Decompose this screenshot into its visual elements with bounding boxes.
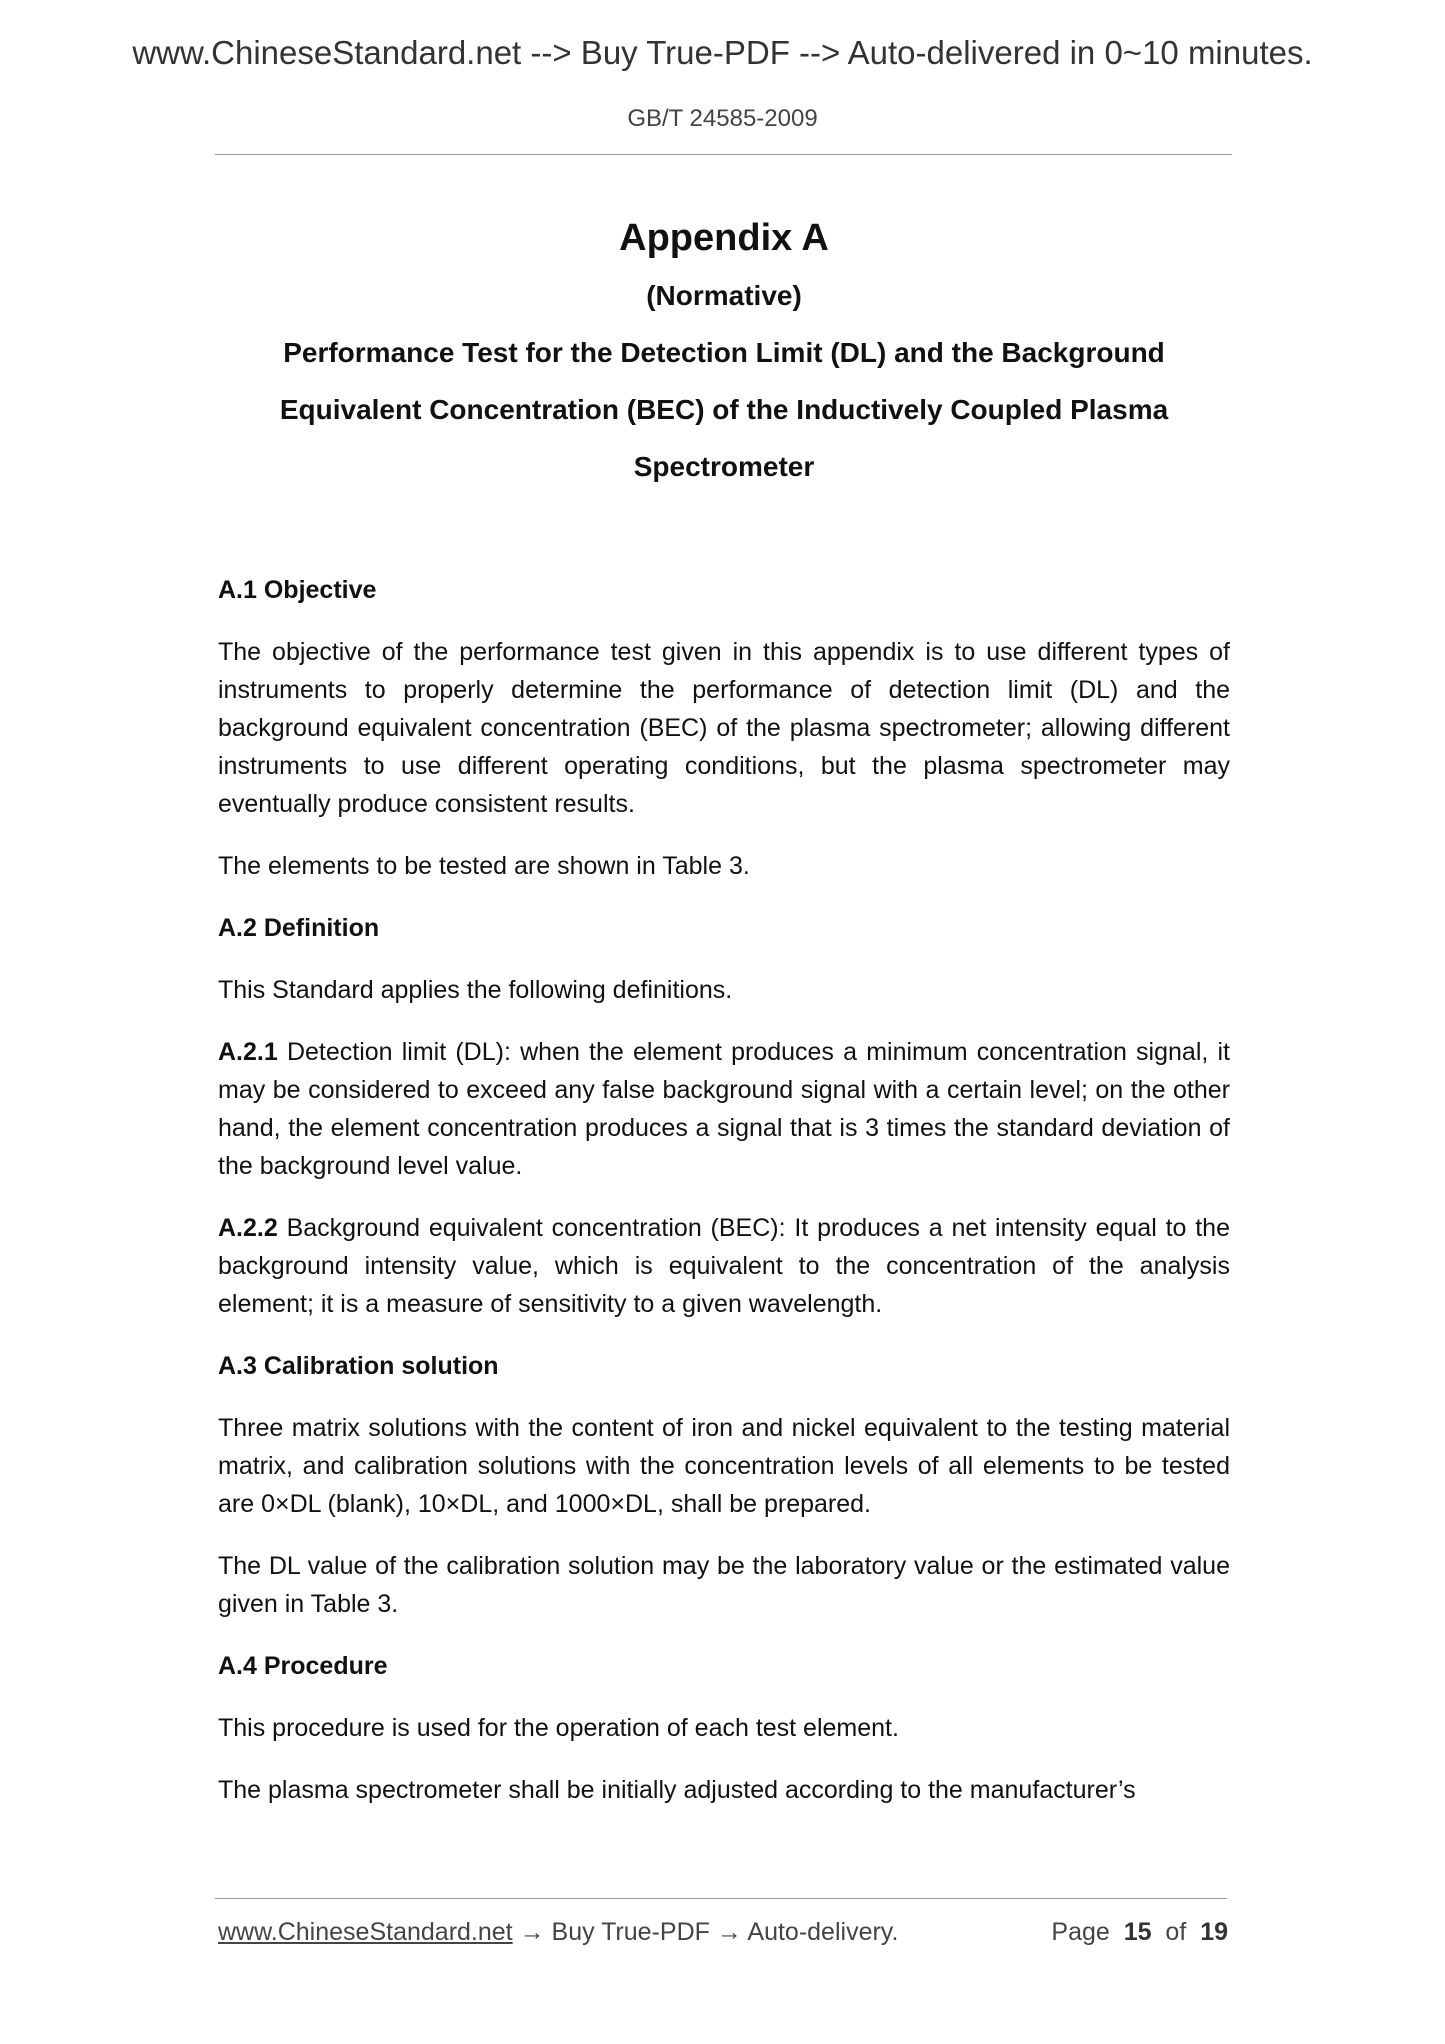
footer-divider [215, 1898, 1227, 1899]
clause-a21 [218, 1033, 1230, 1185]
section-a4-paragraph-2: The plasma spectrometer shall be initially adjusted according to the manufacturer’s [218, 1776, 1136, 1804]
section-a1-heading: A.1 Objective [218, 576, 377, 604]
section-a3-heading: A.3 Calibration solution [218, 1352, 499, 1380]
page-number [1051, 1918, 1228, 1947]
clause-a22 [218, 1209, 1230, 1323]
page-of-label: of [1165, 1918, 1187, 1946]
appendix-heading [218, 324, 1230, 495]
appendix-heading-line-3: Spectrometer [633, 451, 815, 482]
section-a3-paragraph-2: The DL value of the calibration solution may be the laboratory value or the estimated value given in Table 3. [218, 1552, 1230, 1618]
page-label: Page [1051, 1918, 1110, 1946]
page-total: 19 [1200, 1918, 1228, 1946]
section-a2-heading: A.2 Definition [218, 914, 380, 942]
footer-site-link[interactable]: www.ChineseStandard.net [218, 1918, 513, 1946]
page-current: 15 [1123, 1918, 1152, 1946]
appendix-heading-line-2: Equivalent Concentration (BEC) of the Inductively Coupled Plasma [279, 394, 1169, 425]
clause-a21-text: Detection limit (DL): when the element produces a minimum concentration signal, it may be considered to exceed any false background signal with a certain level; on the other hand, the element concentration produces a signal that is 3 times the standard deviation of the background level value. [218, 1038, 1230, 1180]
section-a1-paragraph-2: The elements to be tested are shown in Table 3. [218, 852, 750, 880]
section-a2-paragraph-1: This Standard applies the following definitions. [218, 976, 733, 1004]
section-a1-paragraph-1: The objective of the performance test given in this appendix is to use different types of instruments to properly determine the performance of detection limit (DL) and the background equivalent concentration (BEC) of the plasma spectrometer; allowing different instruments to use different operating conditions, but the plasma spectrometer may eventually produce consistent results. [218, 638, 1230, 818]
page-content [218, 212, 1230, 1809]
appendix-title: Appendix A [619, 217, 829, 259]
clause-a22-label: A.2.2 [218, 1214, 278, 1242]
section-a3-paragraph-1: Three matrix solutions with the content of iron and nickel equivalent to the testing material matrix, and calibration solutions with the concentration levels of all elements to be tested are 0×DL (blank), 10×DL, and 1000×DL, shall be prepared. [218, 1414, 1230, 1518]
header-divider [215, 154, 1232, 155]
section-a4-paragraph-1: This procedure is used for the operation of each test element. [218, 1714, 899, 1742]
clause-a22-text: Background equivalent concentration (BEC): It produces a net intensity equal to the background intensity value, which is equivalent to the concentration of the analysis element; it is a measure of sensitivity to a given wavelength. [218, 1214, 1230, 1318]
standard-number: GB/T 24585-2009 [627, 105, 818, 132]
section-a4-heading: A.4 Procedure [218, 1652, 388, 1680]
appendix-heading-line-1: Performance Test for the Detection Limit (DL) and the Background [283, 337, 1165, 368]
clause-a21-label: A.2.1 [218, 1038, 278, 1066]
footer-promo [218, 1918, 898, 1947]
appendix-subtitle: (Normative) [646, 280, 802, 311]
site-banner: www.ChineseStandard.net --> Buy True-PDF --> Auto-delivered in 0~10 minutes. [132, 34, 1313, 71]
footer-promo-text: → Buy True-PDF → Auto-delivery. [512, 1918, 899, 1946]
